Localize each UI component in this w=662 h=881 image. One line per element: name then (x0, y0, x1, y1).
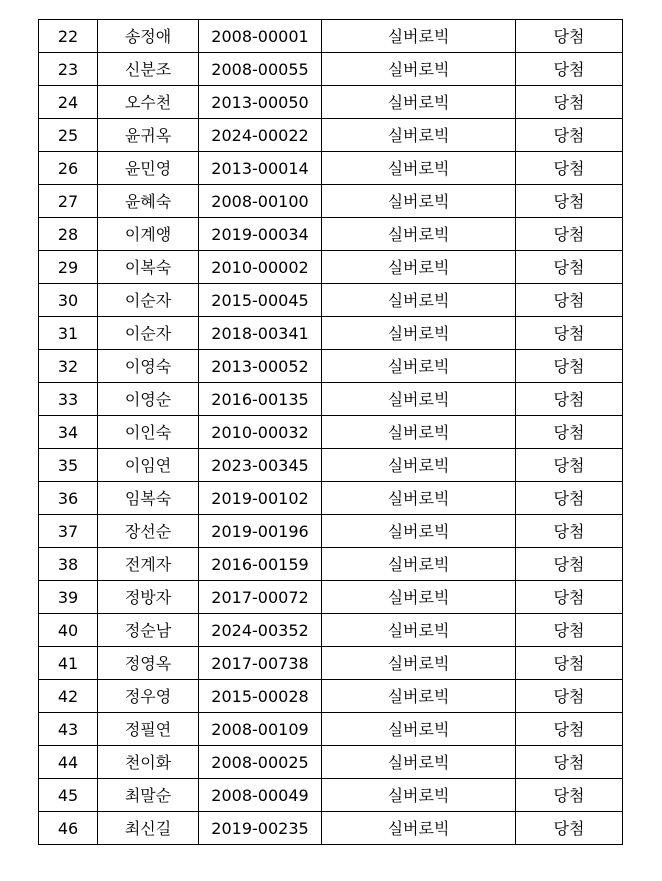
row-number-cell: 44 (39, 746, 98, 779)
name-cell: 정방자 (98, 581, 199, 614)
program-cell: 실버로빅 (322, 416, 516, 449)
result-cell: 당첨 (516, 218, 623, 251)
table-row (39, 152, 623, 185)
result-cell: 당첨 (516, 152, 623, 185)
name-cell: 윤민영 (98, 152, 199, 185)
table-row (39, 482, 623, 515)
program-cell: 실버로빅 (322, 53, 516, 86)
table-row (39, 614, 623, 647)
member-id-cell: 2024-00022 (199, 119, 322, 152)
row-number-cell: 42 (39, 680, 98, 713)
member-id-cell: 2023-00345 (199, 449, 322, 482)
table-row (39, 779, 623, 812)
name-cell: 이인숙 (98, 416, 199, 449)
name-cell: 이순자 (98, 317, 199, 350)
member-id-cell: 2008-00055 (199, 53, 322, 86)
program-cell: 실버로빅 (322, 383, 516, 416)
table-row (39, 317, 623, 350)
name-cell: 최신길 (98, 812, 199, 845)
program-cell: 실버로빅 (322, 548, 516, 581)
result-cell: 당첨 (516, 20, 623, 53)
name-cell: 정영옥 (98, 647, 199, 680)
result-cell: 당첨 (516, 119, 623, 152)
program-cell: 실버로빅 (322, 713, 516, 746)
row-number-cell: 32 (39, 350, 98, 383)
row-number-cell: 26 (39, 152, 98, 185)
result-cell: 당첨 (516, 680, 623, 713)
result-cell: 당첨 (516, 482, 623, 515)
result-cell: 당첨 (516, 416, 623, 449)
result-cell: 당첨 (516, 350, 623, 383)
row-number-cell: 34 (39, 416, 98, 449)
table-row (39, 416, 623, 449)
table-row (39, 185, 623, 218)
row-number-cell: 43 (39, 713, 98, 746)
result-cell: 당첨 (516, 614, 623, 647)
program-cell: 실버로빅 (322, 152, 516, 185)
member-id-cell: 2013-00050 (199, 86, 322, 119)
name-cell: 오수천 (98, 86, 199, 119)
row-number-cell: 30 (39, 284, 98, 317)
program-cell: 실버로빅 (322, 86, 516, 119)
row-number-cell: 39 (39, 581, 98, 614)
program-cell: 실버로빅 (322, 284, 516, 317)
program-cell: 실버로빅 (322, 350, 516, 383)
name-cell: 장선순 (98, 515, 199, 548)
name-cell: 이계앵 (98, 218, 199, 251)
row-number-cell: 40 (39, 614, 98, 647)
member-id-cell: 2019-00034 (199, 218, 322, 251)
table-row (39, 647, 623, 680)
result-cell: 당첨 (516, 284, 623, 317)
result-cell: 당첨 (516, 449, 623, 482)
result-cell: 당첨 (516, 548, 623, 581)
member-id-cell: 2016-00159 (199, 548, 322, 581)
member-id-cell: 2010-00032 (199, 416, 322, 449)
program-cell: 실버로빅 (322, 449, 516, 482)
program-cell: 실버로빅 (322, 119, 516, 152)
result-cell: 당첨 (516, 53, 623, 86)
result-cell: 당첨 (516, 185, 623, 218)
member-id-cell: 2017-00738 (199, 647, 322, 680)
name-cell: 송정애 (98, 20, 199, 53)
program-cell: 실버로빅 (322, 251, 516, 284)
name-cell: 최말순 (98, 779, 199, 812)
table-row (39, 251, 623, 284)
row-number-cell: 33 (39, 383, 98, 416)
table-row (39, 20, 623, 53)
table-body (39, 20, 623, 845)
member-id-cell: 2016-00135 (199, 383, 322, 416)
program-cell: 실버로빅 (322, 812, 516, 845)
name-cell: 정순남 (98, 614, 199, 647)
table-row (39, 680, 623, 713)
program-cell: 실버로빅 (322, 317, 516, 350)
program-cell: 실버로빅 (322, 20, 516, 53)
name-cell: 이임연 (98, 449, 199, 482)
member-id-cell: 2010-00002 (199, 251, 322, 284)
name-cell: 이영숙 (98, 350, 199, 383)
member-id-cell: 2008-00100 (199, 185, 322, 218)
name-cell: 신분조 (98, 53, 199, 86)
table-row (39, 515, 623, 548)
table-row (39, 86, 623, 119)
program-cell: 실버로빅 (322, 647, 516, 680)
member-id-cell: 2015-00045 (199, 284, 322, 317)
name-cell: 정우영 (98, 680, 199, 713)
name-cell: 이복숙 (98, 251, 199, 284)
table-row (39, 350, 623, 383)
member-id-cell: 2008-00049 (199, 779, 322, 812)
name-cell: 이순자 (98, 284, 199, 317)
program-cell: 실버로빅 (322, 746, 516, 779)
result-cell: 당첨 (516, 86, 623, 119)
member-id-cell: 2015-00028 (199, 680, 322, 713)
member-id-cell: 2024-00352 (199, 614, 322, 647)
member-id-cell: 2017-00072 (199, 581, 322, 614)
lottery-result-table (38, 19, 623, 845)
program-cell: 실버로빅 (322, 482, 516, 515)
name-cell: 정필연 (98, 713, 199, 746)
member-id-cell: 2008-00109 (199, 713, 322, 746)
name-cell: 전계자 (98, 548, 199, 581)
program-cell: 실버로빅 (322, 680, 516, 713)
member-id-cell: 2013-00014 (199, 152, 322, 185)
row-number-cell: 35 (39, 449, 98, 482)
table-row (39, 548, 623, 581)
name-cell: 윤귀옥 (98, 119, 199, 152)
member-id-cell: 2019-00196 (199, 515, 322, 548)
program-cell: 실버로빅 (322, 779, 516, 812)
table-row (39, 218, 623, 251)
row-number-cell: 46 (39, 812, 98, 845)
table-row (39, 812, 623, 845)
row-number-cell: 23 (39, 53, 98, 86)
member-id-cell: 2018-00341 (199, 317, 322, 350)
program-cell: 실버로빅 (322, 515, 516, 548)
result-cell: 당첨 (516, 515, 623, 548)
table-row (39, 449, 623, 482)
row-number-cell: 22 (39, 20, 98, 53)
result-cell: 당첨 (516, 251, 623, 284)
result-cell: 당첨 (516, 383, 623, 416)
member-id-cell: 2019-00102 (199, 482, 322, 515)
table-row (39, 53, 623, 86)
name-cell: 윤혜숙 (98, 185, 199, 218)
result-cell: 당첨 (516, 746, 623, 779)
member-id-cell: 2013-00052 (199, 350, 322, 383)
row-number-cell: 28 (39, 218, 98, 251)
member-id-cell: 2008-00001 (199, 20, 322, 53)
result-cell: 당첨 (516, 812, 623, 845)
program-cell: 실버로빅 (322, 185, 516, 218)
row-number-cell: 24 (39, 86, 98, 119)
row-number-cell: 25 (39, 119, 98, 152)
row-number-cell: 36 (39, 482, 98, 515)
result-cell: 당첨 (516, 581, 623, 614)
program-cell: 실버로빅 (322, 581, 516, 614)
table-row (39, 713, 623, 746)
row-number-cell: 27 (39, 185, 98, 218)
table-row (39, 581, 623, 614)
name-cell: 임복숙 (98, 482, 199, 515)
row-number-cell: 31 (39, 317, 98, 350)
name-cell: 이영순 (98, 383, 199, 416)
result-cell: 당첨 (516, 713, 623, 746)
program-cell: 실버로빅 (322, 614, 516, 647)
result-cell: 당첨 (516, 317, 623, 350)
row-number-cell: 41 (39, 647, 98, 680)
member-id-cell: 2008-00025 (199, 746, 322, 779)
row-number-cell: 29 (39, 251, 98, 284)
table-row (39, 746, 623, 779)
table-row (39, 383, 623, 416)
name-cell: 천이화 (98, 746, 199, 779)
row-number-cell: 45 (39, 779, 98, 812)
table-row (39, 119, 623, 152)
row-number-cell: 38 (39, 548, 98, 581)
program-cell: 실버로빅 (322, 218, 516, 251)
result-cell: 당첨 (516, 779, 623, 812)
table-row (39, 284, 623, 317)
result-cell: 당첨 (516, 647, 623, 680)
row-number-cell: 37 (39, 515, 98, 548)
member-id-cell: 2019-00235 (199, 812, 322, 845)
